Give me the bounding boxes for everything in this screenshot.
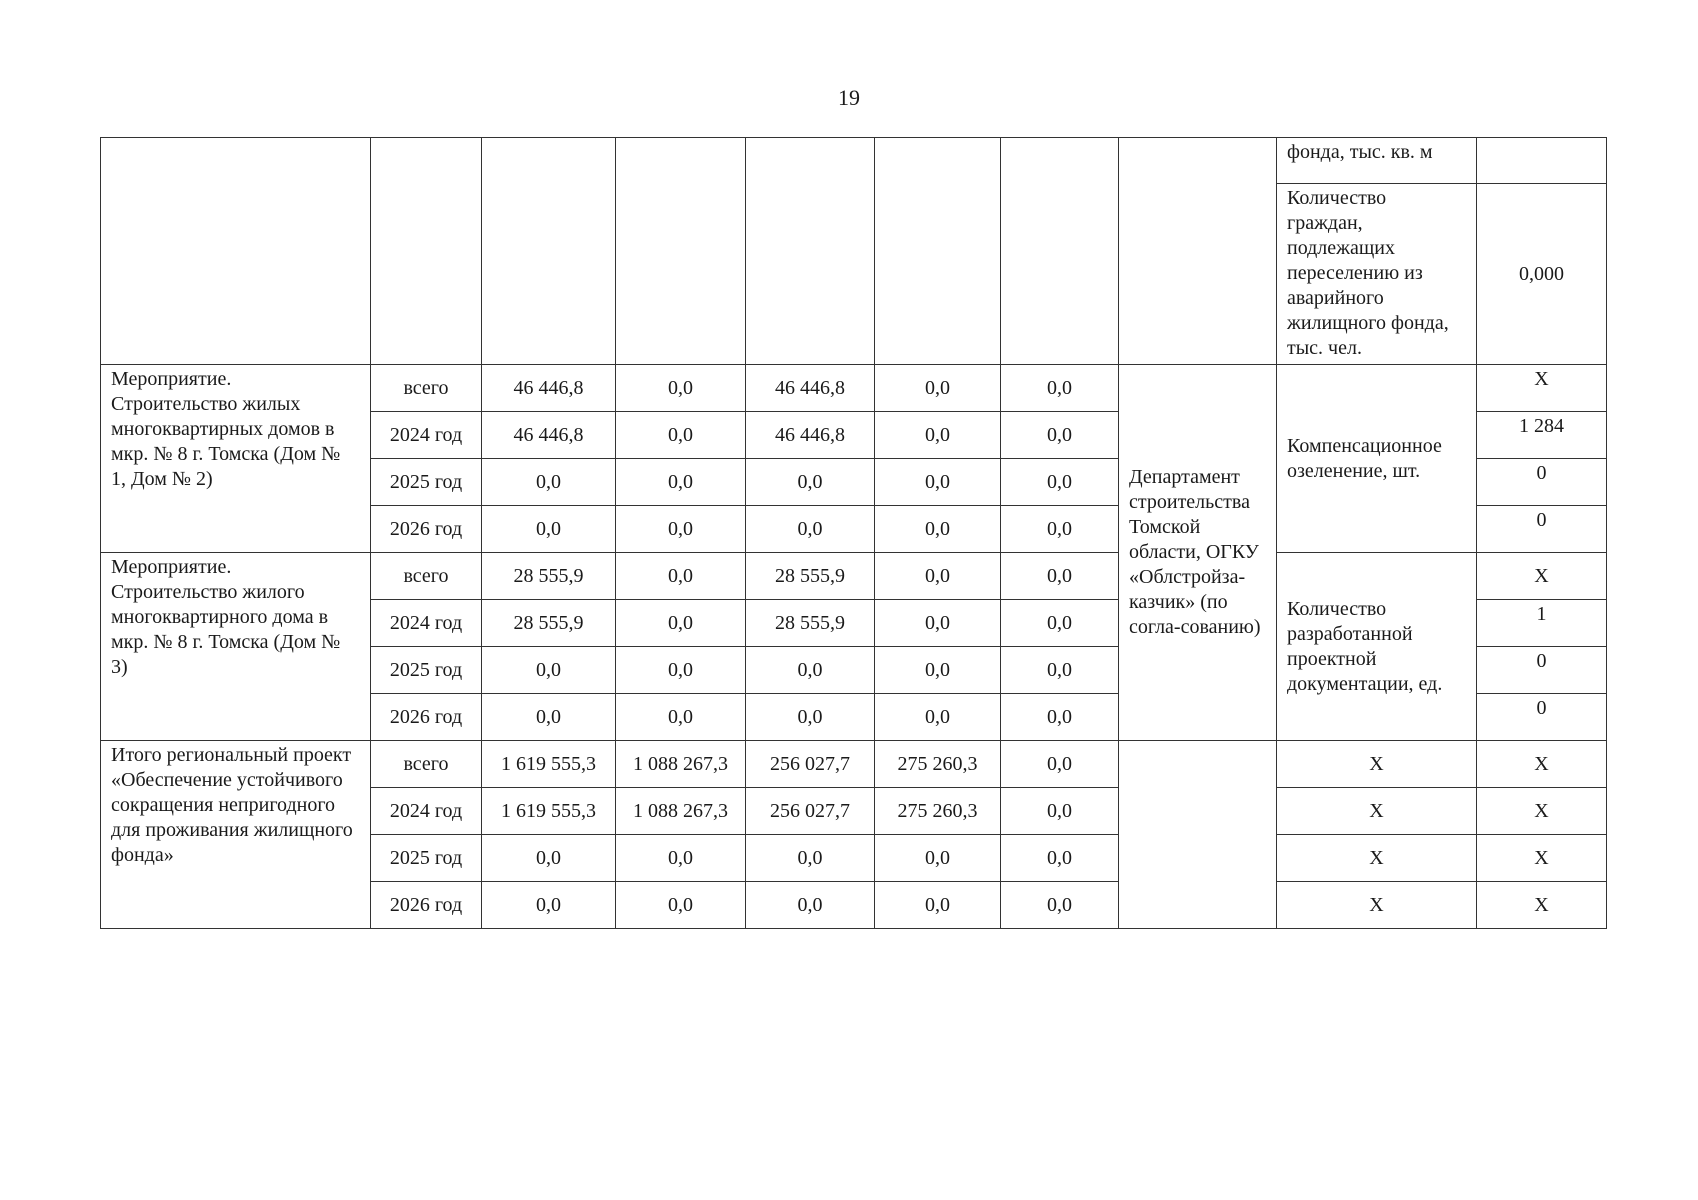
period-cell: всего xyxy=(371,365,482,412)
value-cell: 0,0 xyxy=(746,882,875,929)
value-cell: 0,0 xyxy=(875,694,1001,741)
value-cell: 0,0 xyxy=(875,882,1001,929)
value-cell: 46 446,8 xyxy=(746,412,875,459)
period-cell: 2026 год xyxy=(371,694,482,741)
target-cell: 0 xyxy=(1477,647,1607,694)
value-cell: 0,0 xyxy=(1001,459,1119,506)
value-cell: 0,0 xyxy=(746,694,875,741)
project-total-name: Итого региональный проект «Обеспечение устойчивого сокращения непригодного для проживания жилищного фонда» xyxy=(101,741,371,929)
period-cell: 2026 год xyxy=(371,882,482,929)
value-cell: 0,0 xyxy=(616,553,746,600)
program-table xyxy=(100,137,1607,929)
value-cell: 0,0 xyxy=(482,506,616,553)
value-cell: 256 027,7 xyxy=(746,788,875,835)
page-number: 19 xyxy=(838,85,860,110)
target-cell: 0 xyxy=(1477,459,1607,506)
table-row xyxy=(101,365,1607,412)
value-cell: 0,0 xyxy=(746,459,875,506)
table-cell-empty xyxy=(371,138,482,365)
value-cell: 46 446,8 xyxy=(746,365,875,412)
value-cell: 0,0 xyxy=(616,647,746,694)
value-cell: 0,0 xyxy=(875,600,1001,647)
target-cell: X xyxy=(1477,365,1607,412)
value-cell: 0,0 xyxy=(616,600,746,647)
period-cell: всего xyxy=(371,741,482,788)
value-cell: 28 555,9 xyxy=(746,600,875,647)
value-cell: 256 027,7 xyxy=(746,741,875,788)
table-cell-empty xyxy=(746,138,875,365)
value-cell: 0,0 xyxy=(616,365,746,412)
value-cell: 0,0 xyxy=(482,647,616,694)
period-cell: 2025 год xyxy=(371,459,482,506)
value-cell: 0,0 xyxy=(616,835,746,882)
value-cell: 46 446,8 xyxy=(482,365,616,412)
value-cell: 0,0 xyxy=(746,835,875,882)
value-cell: 0,0 xyxy=(1001,506,1119,553)
activity-name: Мероприятие. Строительство жилого многоквартирного дома в мкр. № 8 г. Томска (Дом № 3) xyxy=(101,553,371,741)
indicator-cell: X xyxy=(1277,741,1477,788)
indicator-cell: фонда, тыс. кв. м xyxy=(1277,138,1477,184)
value-cell: 0,0 xyxy=(616,882,746,929)
target-cell: X xyxy=(1477,835,1607,882)
period-cell: 2024 год xyxy=(371,788,482,835)
value-cell: 0,0 xyxy=(875,506,1001,553)
indicator-cell: X xyxy=(1277,788,1477,835)
value-cell: 0,0 xyxy=(1001,694,1119,741)
value-cell: 0,0 xyxy=(875,647,1001,694)
period-cell: 2024 год xyxy=(371,600,482,647)
value-cell: 275 260,3 xyxy=(875,741,1001,788)
value-cell: 0,0 xyxy=(1001,412,1119,459)
value-cell: 0,0 xyxy=(482,882,616,929)
target-cell: X xyxy=(1477,882,1607,929)
value-cell: 0,0 xyxy=(875,459,1001,506)
value-cell: 0,0 xyxy=(1001,647,1119,694)
activity-name: Мероприятие. Строительство жилых многоквартирных домов в мкр. № 8 г. Томска (Дом № 1, Дом № 2) xyxy=(101,365,371,553)
executor-cell: Департамент строительства Томской области, ОГКУ «Облстройза-казчик» (по согла-сованию) xyxy=(1119,365,1277,741)
value-cell: 0,0 xyxy=(482,835,616,882)
table-cell-empty xyxy=(616,138,746,365)
target-cell: 1 xyxy=(1477,600,1607,647)
table-cell-empty xyxy=(1001,138,1119,365)
continuation-row xyxy=(101,138,1607,184)
value-cell: 1 088 267,3 xyxy=(616,788,746,835)
period-cell: 2025 год xyxy=(371,835,482,882)
value-cell: 0,0 xyxy=(1001,741,1119,788)
indicator-cell: Количество разработанной проектной документации, ед. xyxy=(1277,553,1477,741)
value-cell: 0,0 xyxy=(1001,553,1119,600)
table-cell-empty xyxy=(482,138,616,365)
value-cell: 0,0 xyxy=(1001,882,1119,929)
indicator-cell: Компенсационное озеленение, шт. xyxy=(1277,365,1477,553)
value-cell: 28 555,9 xyxy=(482,600,616,647)
target-cell xyxy=(1477,138,1607,184)
target-cell: X xyxy=(1477,788,1607,835)
table-cell-empty xyxy=(1119,138,1277,365)
value-cell: 0,0 xyxy=(746,647,875,694)
value-cell: 0,0 xyxy=(875,835,1001,882)
indicator-cell: Количество граждан, подлежащих переселению из аварийного жилищного фонда, тыс. чел. xyxy=(1277,184,1477,365)
value-cell: 0,0 xyxy=(616,412,746,459)
executor-cell-empty xyxy=(1119,741,1277,929)
value-cell: 1 088 267,3 xyxy=(616,741,746,788)
target-cell: X xyxy=(1477,741,1607,788)
value-cell: 0,0 xyxy=(616,506,746,553)
value-cell: 0,0 xyxy=(1001,365,1119,412)
value-cell: 46 446,8 xyxy=(482,412,616,459)
period-cell: 2026 год xyxy=(371,506,482,553)
target-cell: X xyxy=(1477,553,1607,600)
value-cell: 0,0 xyxy=(616,694,746,741)
value-cell: 0,0 xyxy=(482,459,616,506)
indicator-cell: X xyxy=(1277,882,1477,929)
value-cell: 0,0 xyxy=(1001,600,1119,647)
value-cell: 0,0 xyxy=(616,459,746,506)
value-cell: 28 555,9 xyxy=(482,553,616,600)
table-row xyxy=(101,741,1607,788)
period-cell: всего xyxy=(371,553,482,600)
value-cell: 275 260,3 xyxy=(875,788,1001,835)
value-cell: 0,0 xyxy=(482,694,616,741)
period-cell: 2025 год xyxy=(371,647,482,694)
value-cell: 0,0 xyxy=(875,365,1001,412)
value-cell: 0,0 xyxy=(1001,835,1119,882)
table-row xyxy=(101,553,1607,600)
value-cell: 1 619 555,3 xyxy=(482,741,616,788)
table-cell-empty xyxy=(875,138,1001,365)
value-cell: 0,0 xyxy=(1001,788,1119,835)
value-cell: 28 555,9 xyxy=(746,553,875,600)
table-cell-empty xyxy=(101,138,371,365)
target-cell: 0 xyxy=(1477,694,1607,741)
indicator-cell: X xyxy=(1277,835,1477,882)
target-cell: 1 284 xyxy=(1477,412,1607,459)
target-cell: 0,000 xyxy=(1477,184,1607,365)
value-cell: 1 619 555,3 xyxy=(482,788,616,835)
value-cell: 0,0 xyxy=(875,412,1001,459)
period-cell: 2024 год xyxy=(371,412,482,459)
value-cell: 0,0 xyxy=(746,506,875,553)
value-cell: 0,0 xyxy=(875,553,1001,600)
target-cell: 0 xyxy=(1477,506,1607,553)
